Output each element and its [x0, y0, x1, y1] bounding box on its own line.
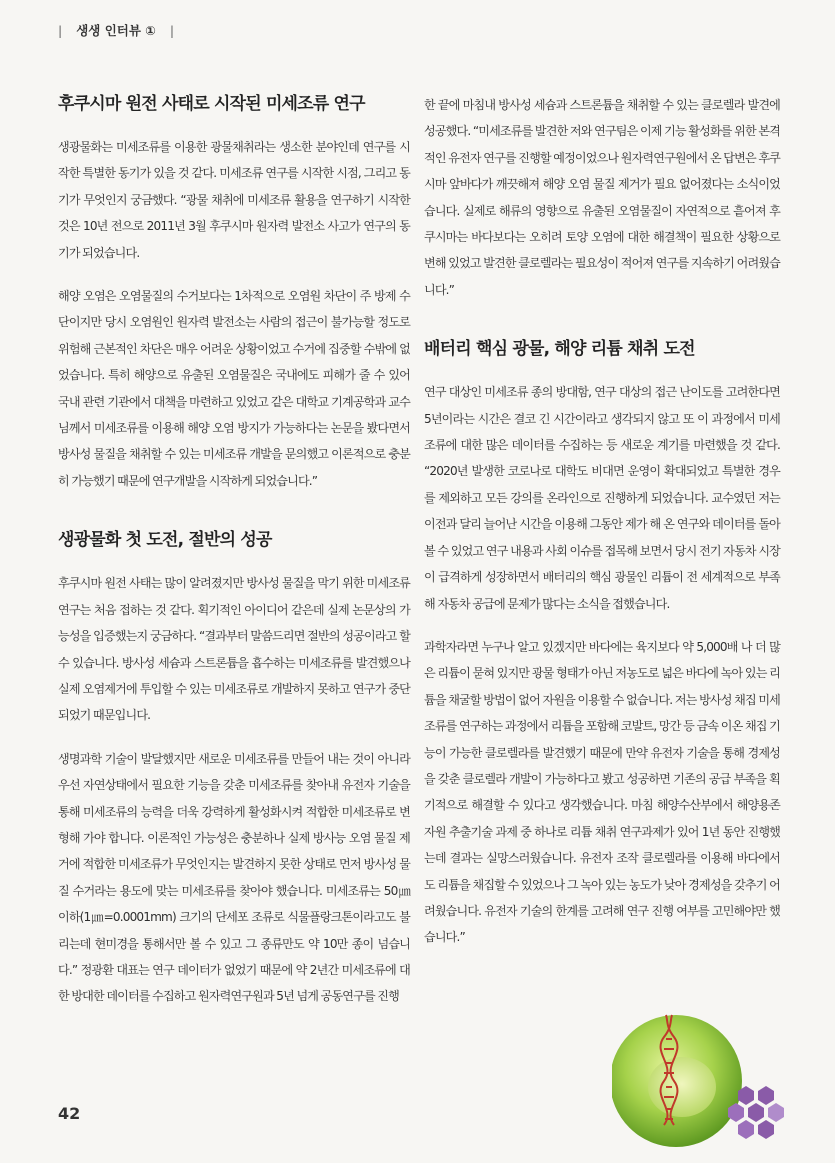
body-paragraph-continued: 한 끝에 마침내 방사성 세슘과 스트론튬을 채취할 수 있는 클로렐라 발견에 성공했다. “미세조류를 발견한 저와 연구팀은 이제 기능 활성화를 위한 본격적인 유전자 연구를 진행할 예정이었으나 원자력연구원에서 온 답변은 후쿠시마 앞바다가 깨끗해져 해양 오염 물질 제거가 필요 없어졌다는 소식이었습니다. 실제로 해류의 영향으로 유출된 오염물질이 자연적으로 흩어져 후쿠시마는 바다보다는 오히려 토양 오염에 대한 해결책이 필요한 상황으로 변해 있었고 발견한 클로렐라는 필요성이 적어져 연구를 지속하기 어려웠습니다.” [424, 98, 780, 297]
right-column [424, 92, 780, 968]
running-header [58, 21, 188, 39]
body-paragraph: 생광물화는 미세조류를 이용한 광물채취라는 생소한 분야인데 연구를 시작한 특별한 동기가 있을 것 같다. 미세조류 연구를 시작한 시점, 그리고 동기가 무엇인지 궁금했다. “광물 채취에 미세조류 활용을 연구하기 시작한 것은 10년 전으로 2011년 3월 후쿠시마 원자력 발전소 사고가 연구의 동기가 되었습니다. [58, 140, 410, 260]
section-title: 생광물화 첫 도전, 절반의 성공 [58, 530, 272, 551]
body-paragraph: 생명과학 기술이 발달했지만 새로운 미세조류를 만들어 내는 것이 아니라 우선 자연상태에서 필요한 기능을 갖춘 미세조류를 찾아내 유전자 기술을 통해 미세조류의 능력을 더욱 강력하게 활성화시켜 적합한 미세조류로 변형해 가야 합니다. 이론적인 가능성은 충분하나 실제 방사능 오염 물질 제거에 적합한 미세조류가 무엇인지는 발견하지 못한 상태로 먼저 방사성 물질 수거라는 용도에 맞는 미세조류를 찾아야 했습니다. 미세조류는 50㎛ 이하(1㎛=0.0001mm) 크기의 단세포 조류로 식물플랑크톤이라고도 불리는데 현미경을 통해서만 볼 수 있고 그 종류만도 약 10만 종이 넘습니다.” 정광환 대표는 연구 데이터가 없었기 때문에 약 2년간 미세조류에 대한 방대한 데이터를 수집하고 원자력연구원과 5년 넘게 공동연구를 진행 [58, 751, 410, 1004]
header-divider: | [58, 22, 63, 38]
body-paragraph: 과학자라면 누구나 알고 있겠지만 바다에는 육지보다 약 5,000배 나 더 많은 리튬이 묻혀 있지만 광물 형태가 아닌 저농도로 넓은 바다에 녹아 있는 리튬을 채굴할 방법이 없어 자원을 이용할 수 없습니다. 저는 방사성 채집 미세조류를 연구하는 과정에서 리튬을 포함해 코발트, 망간 등 금속 이온 채집 기능이 가능한 클로렐라를 발견했기 때문에 만약 유전자 기술을 통해 경제성을 갖춘 클로렐라 개발이 가능하다고 봤고 성공하면 기존의 공급 부족을 획기적으로 해결할 수 있다고 생각했습니다. 마침 해양수산부에서 해양용존 자원 추출기술 과제 중 하나로 리튬 채취 연구과제가 있어 1년 동안 진행했는데 결과는 실망스러웠습니다. 유전자 조작 클로렐라를 이용해 바다에서도 리튬을 채집할 수 있었으나 그 녹아 있는 농도가 낮아 경제성을 갖추기 어려웠습니다. 유전자 기술의 한계를 고려해 연구 진행 여부를 고민해야만 했습니다.” [424, 639, 780, 945]
page-number: 42 [58, 1104, 81, 1123]
left-column [58, 92, 410, 1027]
body-paragraph: 후쿠시마 원전 사태는 많이 알려졌지만 방사성 물질을 막기 위한 미세조류 연구는 처음 접하는 것 같다. 획기적인 아이디어 같은데 실제 논문상의 가능성을 입증했는지 궁금하다. “결과부터 말씀드리면 절반의 성공이라고 할 수 있습니다. 방사성 세슘과 스트론튬을 흡수하는 미세조류를 발견했으나 실제 오염제거에 투입할 수 있는 미세조류로 개발하지 못하고 연구가 중단되었기 때문입니다. [58, 576, 410, 723]
header-divider: | [169, 22, 175, 38]
body-paragraph: 연구 대상인 미세조류 종의 방대함, 연구 대상의 접근 난이도를 고려한다면 5년이라는 시간은 결코 긴 시간이라고 생각되지 않고 또 이 과정에서 미세조류에 대한 많은 데이터를 수집하는 등 새로운 계기를 마련했을 것 같다. “2020년 발생한 코로나로 대학도 비대면 운영이 확대되었고 특별한 경우를 제외하고 모든 강의를 온라인으로 진행하게 되었습니다. 교수였던 저는 이전과 달리 늘어난 시간을 이용해 그동안 제가 해 온 연구와 데이터를 돌아볼 수 있었고 연구 내용과 사회 이슈를 접목해 보면서 당시 전기 자동차 시장이 급격하게 성장하면서 배터리의 핵심 광물인 리튬이 전 세계적으로 부족해 자동차 공급에 문제가 많다는 소식을 접했습니다. [424, 385, 780, 611]
cell-nucleus [648, 1057, 716, 1117]
body-paragraph: 해양 오염은 오염물질의 수거보다는 1차적으로 오염원 차단이 주 방제 수단이지만 당시 오염원인 원자력 발전소는 사람의 접근이 불가능할 정도로 위험해 근본적인 차단은 매우 어려운 상황이었고 수거에 집중할 수밖에 없었습니다. 특히 해양으로 유출된 오염물질은 국내에도 피해가 줄 수 있어 국내 관련 기관에서 대책을 마련하고 있었고 같은 대학교 기계공학과 교수님께서 미세조류를 이용해 해양 오염 방지가 가능하다는 논문을 봤다면서 방사성 물질을 채취할 수 있는 미세조류 개발을 문의했고 이론적으로 충분히 가능했기 때문에 연구개발을 시작하게 되었습니다.” [58, 289, 410, 488]
section-title: 배터리 핵심 광물, 해양 리튬 채취 도전 [424, 339, 695, 360]
section-title: 후쿠시마 원전 사태로 시작된 미세조류 연구 [58, 94, 365, 114]
header-section-label: 생생 인터뷰 ① [76, 23, 156, 38]
chlorella-cell-dna-illustration-icon [612, 1005, 802, 1155]
